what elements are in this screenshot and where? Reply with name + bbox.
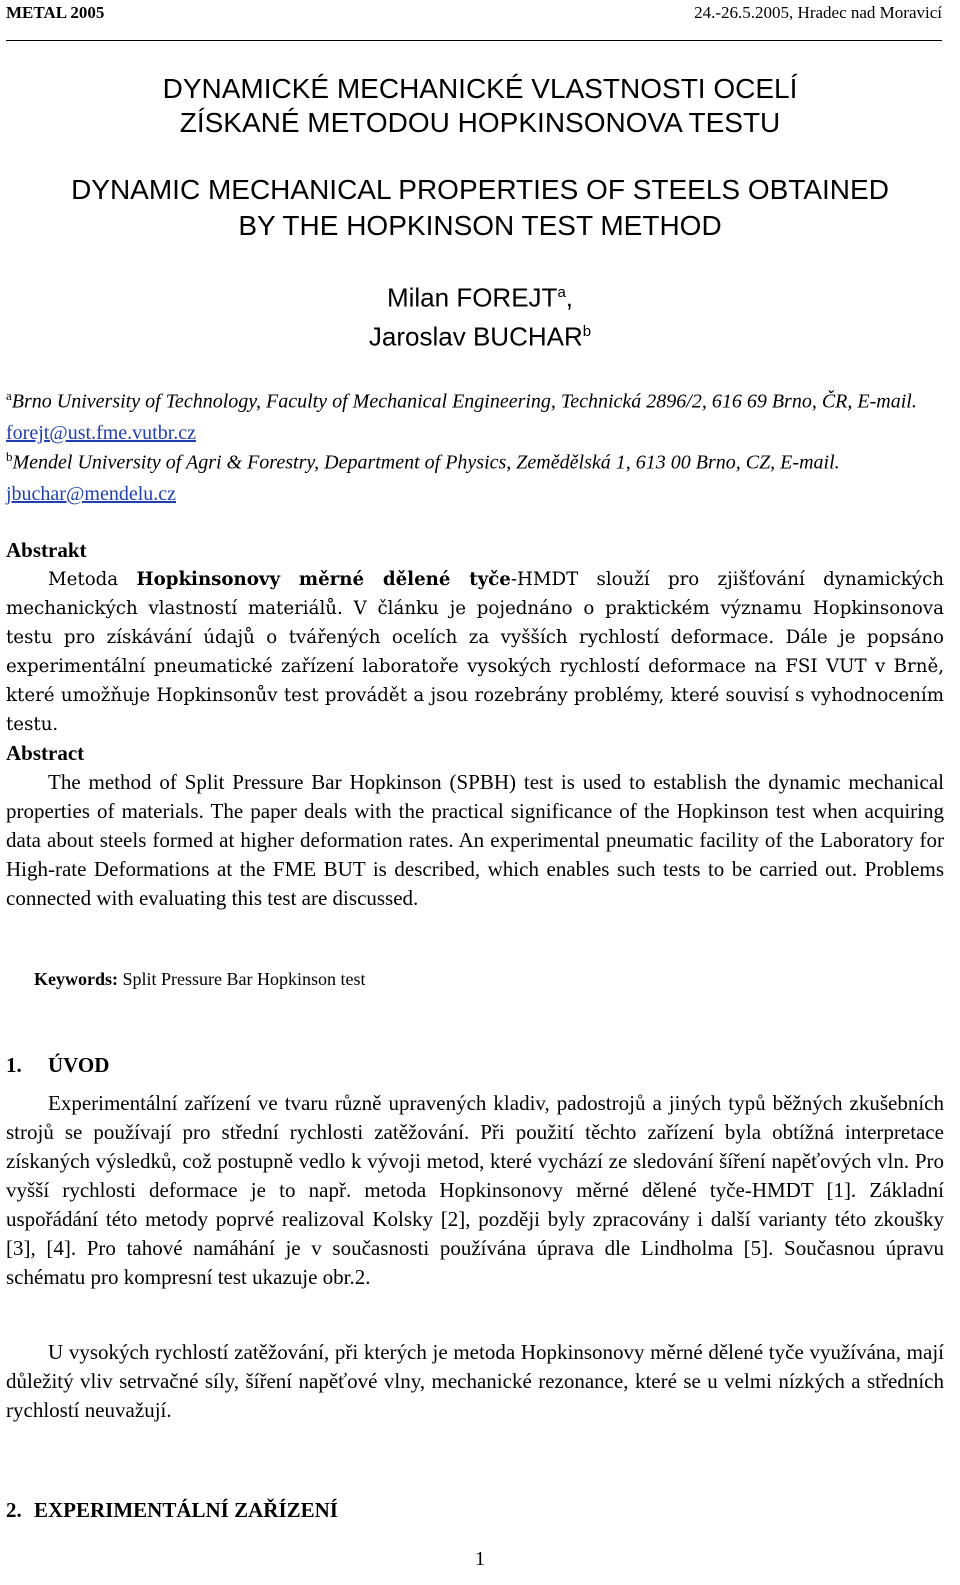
abstract-paragraph: The method of Split Pressure Bar Hopkinson (SPBH) test is used to establish the dynamic mechanical properties of materials. The paper deals with the practical significance of the Hopkinson test when acquiring data about steels formed at higher deformation rates. An experimental pneumatic facility of the Laboratory for High-rate Deformations at the FME BUT is described, which enables such tests to be carried out. Problems connected with evaluating this test are discussed. bbox=[6, 770, 944, 910]
section-1-paragraph-1: Experimentální zařízení ve tvaru různě upravených kladiv, padostrojů a jiných typů běžných zkušebních strojů se používají pro střední rychlosti zatěžování. Při použití těchto zařízení byla obtížná interpretace získaných výsledků, což postupně vedlo k vývoji metod, které vychází ze sledování šíření napěťových vln. Pro vyšší rychlosti deformace je to např. metoda Hopkinsonovy měrné dělené tyče-HMDT [1]. Základní uspořádání této metody poprvé realizoval Kolsky [2], později byly zpracovány i další varianty této zkoušky [3], [4]. Pro tahové namáhání je v současnosti používána úprava dle Lindholma [5]. Současnou úpravu schématu pro kompresní test ukazuje obr.2. bbox=[6, 1091, 944, 1289]
section-1-title: ÚVOD bbox=[48, 1053, 110, 1077]
section-2-title: EXPERIMENTÁLNÍ ZAŘÍZENÍ bbox=[34, 1498, 338, 1522]
section-2-number: 2. bbox=[6, 1498, 22, 1522]
keywords-text: Split Pressure Bar Hopkinson test bbox=[118, 969, 366, 989]
title-english-line1: DYNAMIC MECHANICAL PROPERTIES OF STEELS OBTAINED bbox=[71, 174, 889, 205]
page-number: 1 bbox=[475, 1548, 485, 1570]
author-2 bbox=[0, 315, 960, 354]
abstrakt-pre: Metoda bbox=[48, 569, 137, 590]
conference-date-place: 24.-26.5.2005, Hradec nad Moravicí bbox=[694, 3, 942, 22]
conference-name: METAL 2005 bbox=[6, 3, 105, 22]
affiliation-b-mark: b bbox=[6, 449, 13, 464]
affiliation-b bbox=[6, 441, 950, 510]
abstrakt-paragraph bbox=[6, 565, 944, 739]
abstrakt-bold-term: Hopkinsonovy měrné dělené tyče bbox=[136, 569, 511, 590]
keywords bbox=[34, 967, 366, 991]
affiliation-a bbox=[6, 380, 950, 449]
email-link-forejt[interactable]: forejt@ust.fme.vutbr.cz bbox=[6, 421, 197, 444]
author-1-affil-mark: a bbox=[557, 284, 566, 301]
affiliation-b-text: Mendel University of Agri & Forestry, Department of Physics, Zemědělská 1, 613 00 Brno, CZ, E-mail. bbox=[12, 451, 840, 474]
title-english-line2: BY THE HOPKINSON TEST METHOD bbox=[238, 210, 722, 241]
author-2-name: Jaroslav BUCHAR bbox=[368, 321, 583, 352]
keywords-label: Keywords: bbox=[34, 969, 118, 989]
title-czech-line1: DYNAMICKÉ MECHANICKÉ VLASTNOSTI OCELÍ bbox=[162, 73, 798, 104]
section-1-paragraph-2: U vysokých rychlostí zatěžování, při kterých je metoda Hopkinsonovy měrné dělené tyče využívána, mají důležitý vliv setrvačné síly, šíření napěťové vlny, mechanické rezonance, které se u velmi nízkých a středních rychlostí neuvažují. bbox=[6, 1340, 944, 1422]
author-1-name: Milan FOREJT bbox=[386, 282, 558, 313]
section-1-number: 1. bbox=[6, 1053, 22, 1077]
abstract-heading: Abstract bbox=[6, 741, 85, 765]
title-czech-line2: ZÍSKANÉ METODOU HOPKINSONOVA TESTU bbox=[179, 107, 781, 138]
running-header bbox=[6, 0, 942, 26]
authors bbox=[0, 276, 960, 353]
title-czech bbox=[0, 72, 960, 140]
author-1 bbox=[0, 276, 960, 315]
section-2-heading bbox=[6, 1496, 338, 1524]
author-2-affil-mark: b bbox=[582, 322, 592, 340]
header-divider bbox=[6, 40, 942, 41]
title-english bbox=[0, 172, 960, 244]
abstrakt-heading: Abstrakt bbox=[6, 538, 87, 562]
abstrakt-post: -HMDT slouží pro zjišťování dynamických mechanických vlastností materiálů. V článku je pojednáno o praktickém významu Hopkinsonova testu pro získávání údajů o tvářených ocelích za vyšších rychlostí deformace. Dále je popsáno experimentální pneumatické zařízení laboratoře vysokých rychlostí deformace na FSI VUT v Brně, které umožňuje Hopkinsonův test provádět a jsou rozebrány problémy, které souvisí s vyhodnocením testu. bbox=[6, 569, 944, 735]
section-1-heading bbox=[6, 1051, 109, 1079]
affiliation-a-mark: a bbox=[6, 388, 12, 403]
email-link-buchar[interactable]: jbuchar@mendelu.cz bbox=[6, 482, 177, 505]
affiliation-a-text: Brno University of Technology, Faculty of Mechanical Engineering, Technická 2896/2, 616 69 Brno, ČR, E-mail. bbox=[11, 390, 917, 413]
author-separator: , bbox=[565, 282, 574, 313]
